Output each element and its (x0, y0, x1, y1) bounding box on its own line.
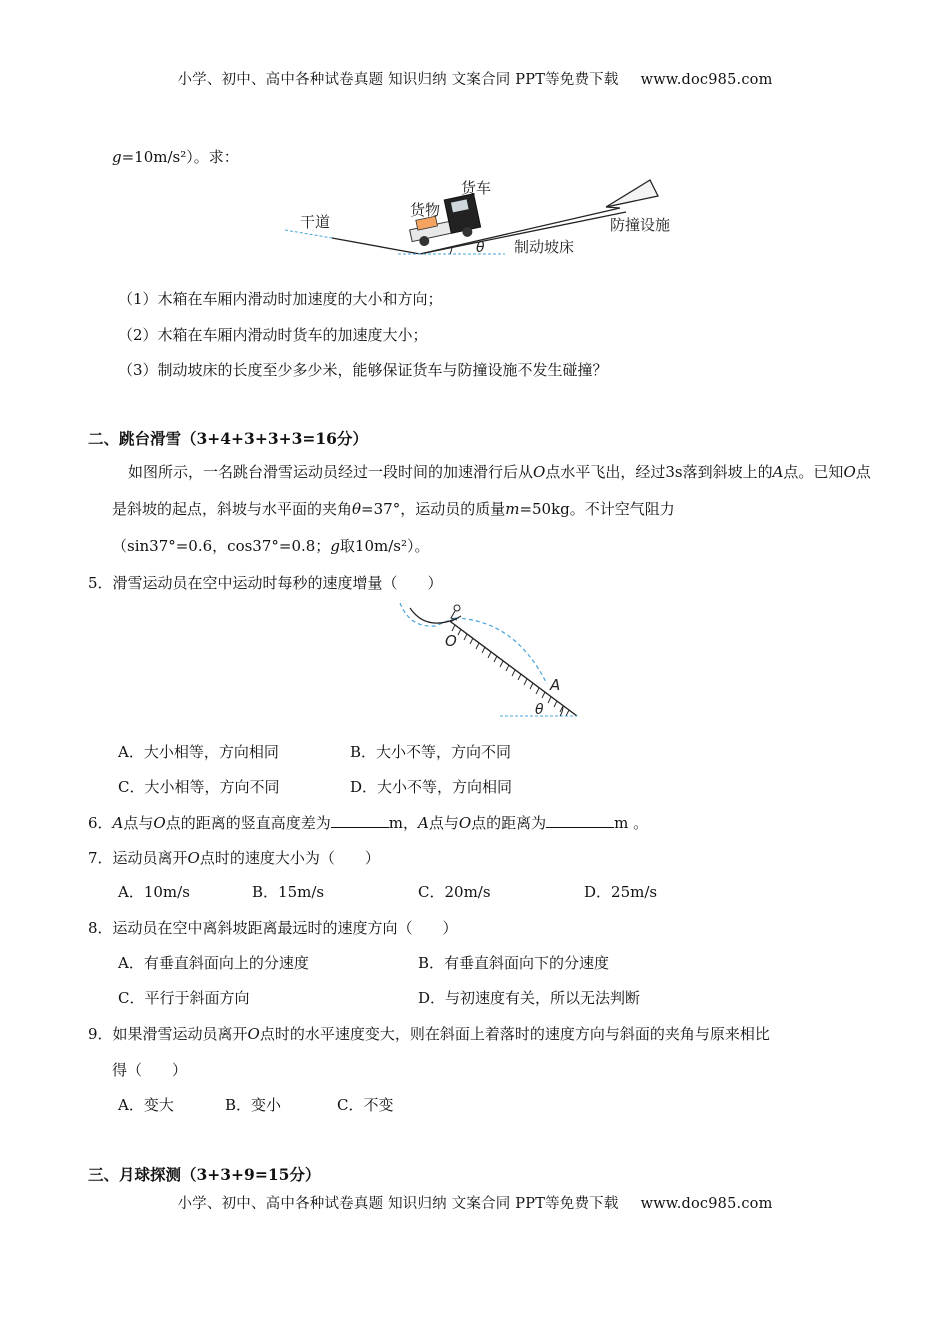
q5-option-a[interactable]: A．大小相等，方向相同 (118, 743, 279, 761)
q6-var-O: O (153, 814, 166, 832)
q6-text-4: 点的距离为 (471, 814, 547, 832)
label-barrier: 防撞设施 (610, 216, 671, 234)
q9-option-b[interactable]: B．变小 (225, 1096, 282, 1114)
g-variable: g (112, 148, 122, 166)
truck-cab (444, 194, 480, 233)
header-site: www.doc985.com (640, 72, 773, 88)
label-O: O (445, 632, 457, 650)
q9-option-c[interactable]: C．不变 (337, 1096, 394, 1114)
q8-option-c[interactable]: C．平行于斜面方向 (118, 989, 250, 1007)
var-A: A (772, 463, 784, 481)
label-truck: 货车 (461, 179, 492, 197)
q5-option-b[interactable]: B．大小不等，方向不同 (350, 743, 512, 761)
trajectory-dash (455, 618, 547, 684)
intro-text: =10m/s²）。求： (121, 148, 239, 166)
section3-title: 三、月球探测（3+3+9=15分） (88, 1165, 321, 1184)
part1-question-1: （1）木箱在车厢内滑动时加速度的大小和方向； (118, 290, 443, 308)
figure-ski-jump (395, 598, 590, 723)
q8-option-b[interactable]: B．有垂直斜面向下的分速度 (418, 954, 610, 972)
q7-stem (88, 847, 380, 868)
para-text-2: 点水平飞出，经过3s落到斜坡上的 (545, 463, 773, 481)
label-brake-bed: 制动坡床 (514, 238, 575, 256)
barrier-shape (606, 180, 658, 207)
para-text-3: 点。已知 (783, 463, 844, 481)
para-text-5: =37°，运动员的质量 (361, 500, 506, 518)
para-text-1: 如图所示，一名跳台滑雪运动员经过一段时间的加速滑行后从 (128, 463, 534, 481)
q6-number: 6． (88, 814, 113, 832)
road-dash-line (285, 230, 332, 238)
q7-text-2: 点时的速度大小为（ ） (199, 849, 380, 867)
angle-arc (450, 248, 452, 254)
barrier-connector (606, 207, 620, 208)
q9-text-1: 9．如果滑雪运动员离开 (88, 1025, 248, 1043)
road-line (332, 238, 420, 254)
q9-text-2: 点时的水平速度变大，则在斜面上着落时的速度方向与斜面的夹角与原来相比 (259, 1025, 770, 1043)
q6-unit-2: m 。 (614, 814, 649, 832)
label-cargo: 货物 (410, 201, 441, 219)
para-text-4: 点是斜坡的起点，斜坡与水平面的夹角 (112, 463, 871, 518)
page-header (0, 68, 950, 89)
page-footer (0, 1192, 950, 1213)
intro-line (112, 146, 239, 167)
q7-option-a[interactable]: A．10m/s (118, 883, 190, 901)
var-g: g (330, 537, 340, 555)
header-text: 小学、初中、高中各种试卷真题 知识归纳 文案合同 PPT等免费下载 (177, 72, 619, 88)
q7-option-b[interactable]: B．15m/s (252, 883, 325, 901)
footer-site: www.doc985.com (640, 1196, 773, 1212)
q9-stem (88, 1023, 770, 1044)
q9-var-O: O (247, 1025, 260, 1043)
var-O: O (533, 463, 546, 481)
para-text-8: 取10m/s²）。 (339, 537, 430, 555)
q5-option-d[interactable]: D．大小不等，方向相同 (350, 778, 513, 796)
part1-question-2: （2）木箱在车厢内滑动时货车的加速度大小； (118, 326, 428, 344)
var-m: m (505, 500, 520, 518)
q5-stem: 5．滑雪运动员在空中运动时每秒的速度增量（ ） (88, 574, 443, 592)
q8-stem: 8．运动员在空中离斜坡距离最远时的速度方向（ ） (88, 919, 458, 937)
q7-var-O: O (187, 849, 200, 867)
q6-var-O-2: O (458, 814, 472, 832)
q6-var-A: A (112, 814, 124, 832)
label-road: 干道 (300, 213, 331, 231)
q9-option-a[interactable]: A．变大 (118, 1096, 174, 1114)
para-text-7: （sin37°=0.6，cos37°=0.8； (112, 537, 331, 555)
q8-option-a[interactable]: A．有垂直斜面向上的分速度 (118, 954, 309, 972)
q6-blank-1[interactable] (331, 813, 389, 828)
q8-option-d[interactable]: D．与初速度有关，所以无法判断 (418, 989, 641, 1007)
part1-question-3: （3）制动坡床的长度至少多少米，能够保证货车与防撞设施不发生碰撞？ (118, 361, 608, 379)
q5-option-c[interactable]: C．大小相等，方向不同 (118, 778, 280, 796)
label-A: A (550, 676, 561, 694)
q6-var-A-2: A (417, 814, 429, 832)
q9-stem-cont: 得（ ） (112, 1061, 188, 1079)
section2-paragraph (112, 454, 872, 565)
approach-dash (400, 603, 455, 626)
q7-option-d[interactable]: D．25m/s (584, 883, 658, 901)
q6-text-2: 点的距离的竖直高度差为 (165, 814, 331, 832)
q7-text-1: 7．运动员离开 (88, 849, 188, 867)
q7-option-c[interactable]: C．20m/s (418, 883, 491, 901)
label-theta-2: θ (535, 702, 544, 718)
footer-text: 小学、初中、高中各种试卷真题 知识归纳 文案合同 PPT等免费下载 (177, 1196, 619, 1212)
q6-text-3: 点与 (428, 814, 459, 832)
q6-blank-2[interactable] (546, 813, 614, 828)
figure-truck-ramp (280, 172, 700, 264)
slope-hatching (452, 625, 569, 716)
q6-stem (88, 812, 648, 833)
q6-text-1: 点与 (123, 814, 154, 832)
section2-title: 二、跳台滑雪（3+4+3+3+3=16分） (88, 429, 368, 448)
para-text-6: =50kg。不计空气阻力 (519, 500, 675, 518)
var-theta: θ (352, 500, 362, 518)
q6-unit-1: m， (388, 814, 418, 832)
label-theta: θ (476, 240, 485, 256)
var-O-2: O (843, 463, 856, 481)
slope-line (451, 622, 577, 716)
